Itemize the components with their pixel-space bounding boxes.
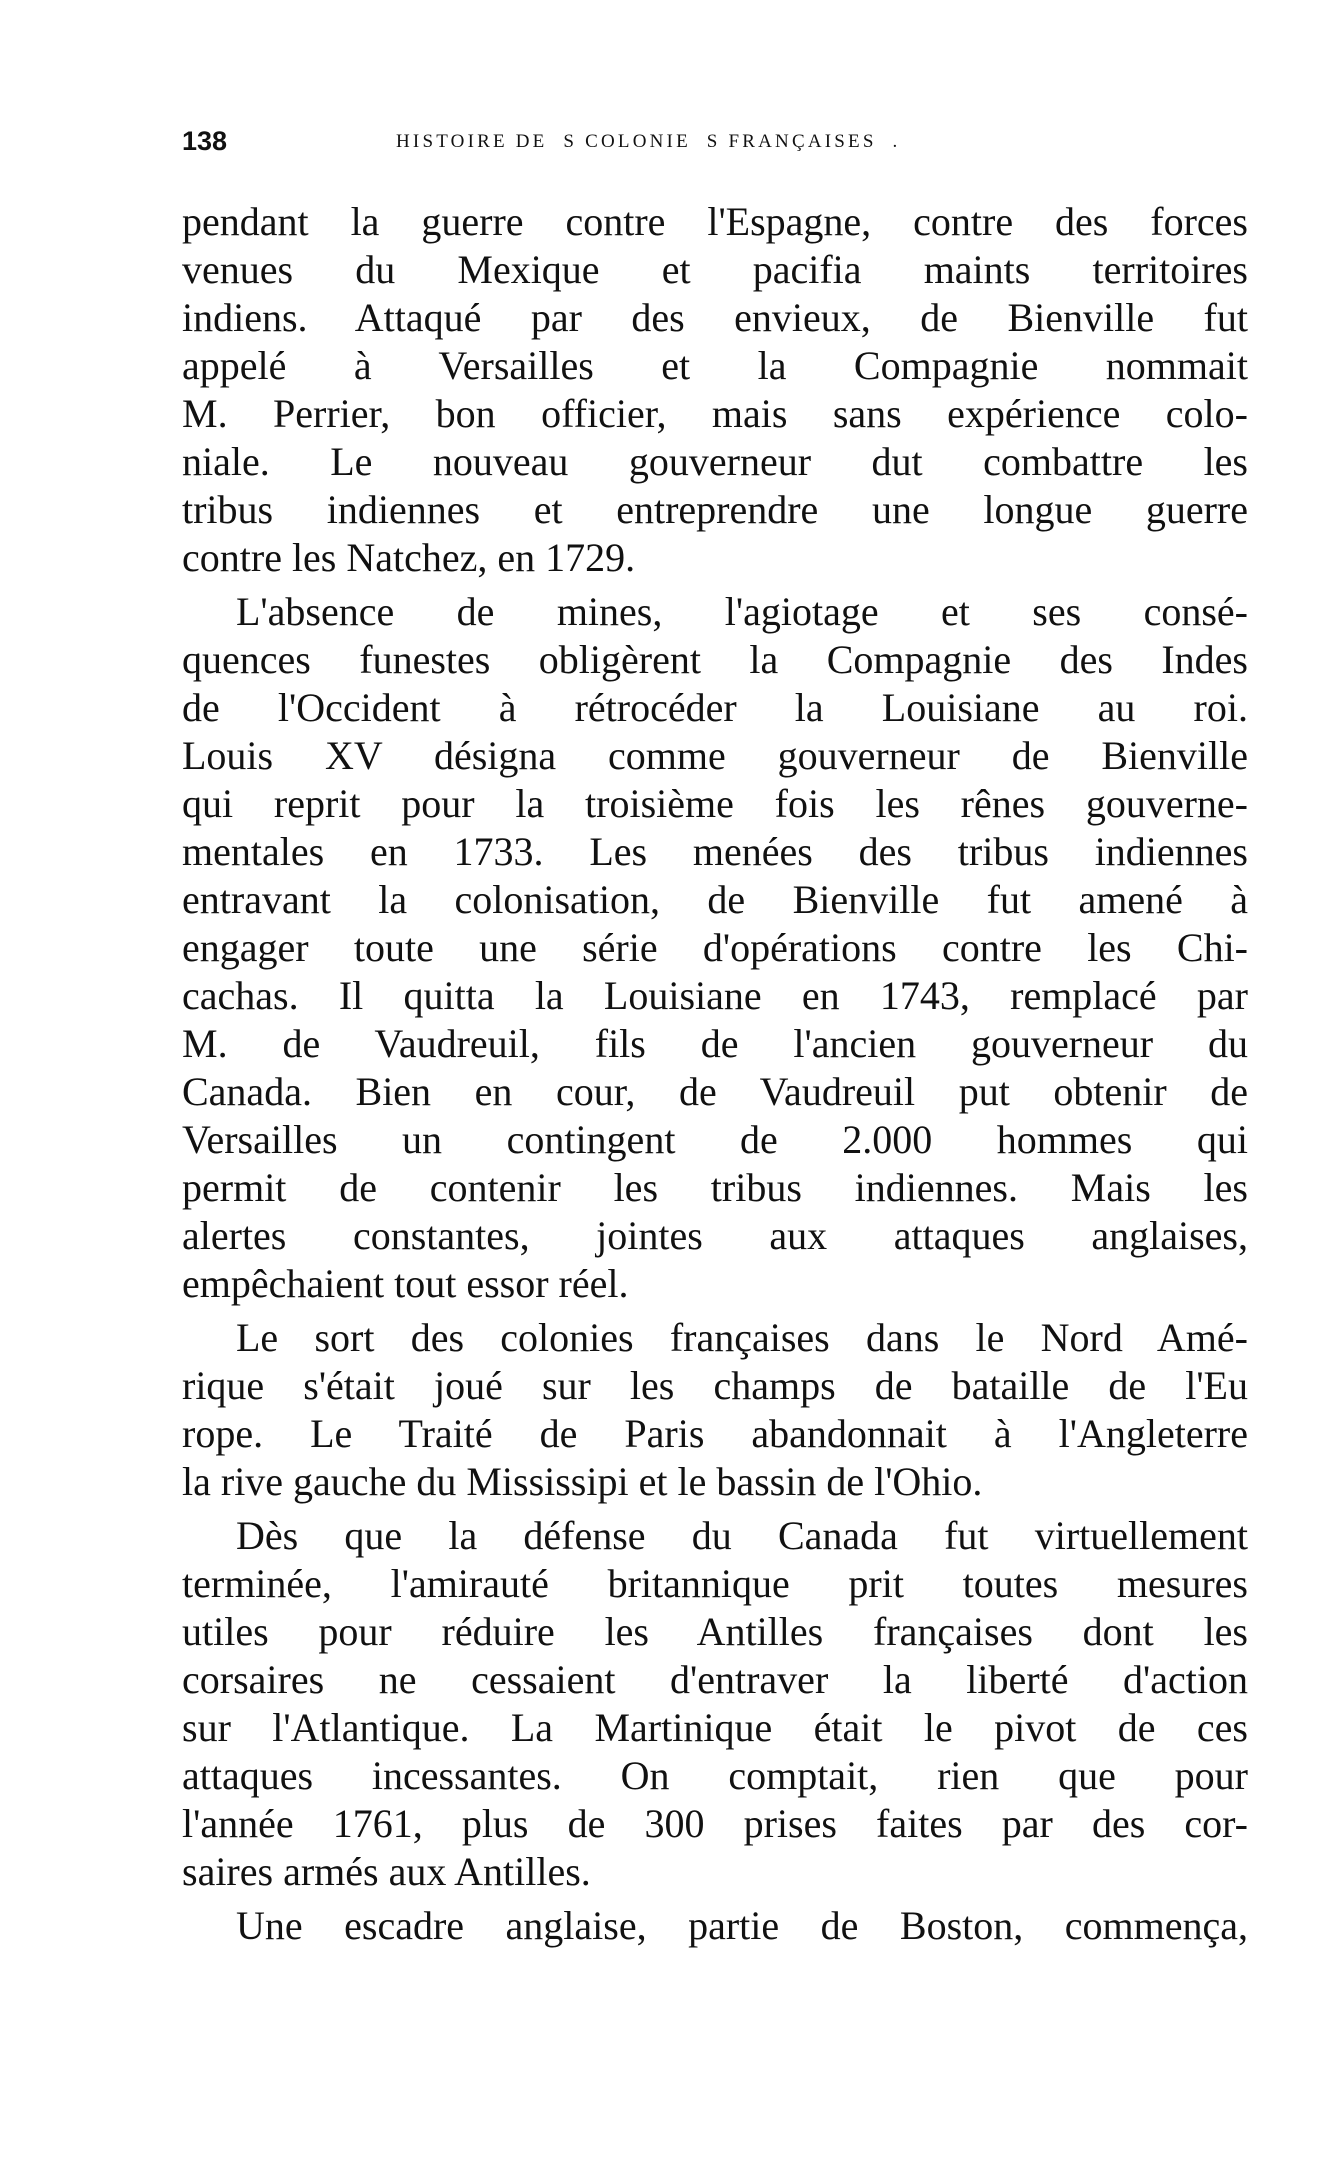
text-line: Versailles un contingent de 2.000 hommes qui [182,1117,1248,1162]
text-line: venues du Mexique et pacifia maints territoires [182,247,1248,292]
text-line: M. Perrier, bon officier, mais sans expérience colo- [182,391,1248,436]
text-line: empêchaient tout essor réel. [182,1261,629,1306]
text-line: saires armés aux Antilles. [182,1849,591,1894]
text-line: rique s'était joué sur les champs de bataille de l'Eu [182,1363,1248,1408]
text-line: appelé à Versailles et la Compagnie nommait [182,343,1248,388]
text-line: attaques incessantes. On comptait, rien que pour [182,1753,1248,1798]
paragraph [182,1314,1248,1506]
text-line: corsaires ne cessaient d'entraver la liberté d'action [182,1657,1248,1702]
text-line: Le sort des colonies françaises dans le Nord Amé- [236,1315,1248,1360]
text-line: contre les Natchez, en 1729. [182,535,636,580]
text-line: cachas. Il quitta la Louisiane en 1743, remplacé par [182,973,1248,1018]
text-line: Louis XV désigna comme gouverneur de Bienville [182,733,1248,778]
text-line: utiles pour réduire les Antilles françaises dont les [182,1609,1248,1654]
text-line: entravant la colonisation, de Bienville fut amené à [182,877,1248,922]
text-line: alertes constantes, jointes aux attaques anglaises, [182,1213,1248,1258]
paragraph [182,1902,1248,1950]
text-line: niale. Le nouveau gouverneur dut combattre les [182,439,1248,484]
text-line: la rive gauche du Mississipi et le bassin de l'Ohio. [182,1459,983,1504]
text-line: mentales en 1733. Les menées des tribus indiennes [182,829,1248,874]
page-number: 138 [182,126,228,156]
text-line: M. de Vaudreuil, fils de l'ancien gouverneur du [182,1021,1248,1066]
text-line: qui reprit pour la troisième fois les rênes gouverne- [182,781,1248,826]
paragraph [182,198,1248,582]
text-line: tribus indiennes et entreprendre une longue guerre [182,487,1248,532]
text-line: terminée, l'amirauté britannique prit toutes mesures [182,1561,1248,1606]
text-line: pendant la guerre contre l'Espagne, contre des forces [182,199,1248,244]
running-head [182,126,1242,156]
text-line: Canada. Bien en cour, de Vaudreuil put obtenir de [182,1069,1248,1114]
text-line: indiens. Attaqué par des envieux, de Bienville fut [182,295,1248,340]
text-line: sur l'Atlantique. La Martinique était le pivot de ces [182,1705,1248,1750]
body-text [182,198,1248,1956]
running-title: HISTOIRE DE S COLONIE S FRANÇAISES . [396,131,901,152]
paragraph [182,1512,1248,1896]
text-line: permit de contenir les tribus indiennes. Mais les [182,1165,1248,1210]
text-line: engager toute une série d'opérations contre les Chi- [182,925,1248,970]
text-line: Une escadre anglaise, partie de Boston, commença, [236,1903,1248,1948]
paragraph [182,588,1248,1308]
text-line: Dès que la défense du Canada fut virtuellement [236,1513,1248,1558]
text-line: quences funestes obligèrent la Compagnie des Indes [182,637,1248,682]
text-line: l'année 1761, plus de 300 prises faites par des cor- [182,1801,1248,1846]
text-line: rope. Le Traité de Paris abandonnait à l'Angleterre [182,1411,1248,1456]
text-line: de l'Occident à rétrocéder la Louisiane au roi. [182,685,1248,730]
text-line: L'absence de mines, l'agiotage et ses consé- [236,589,1248,634]
